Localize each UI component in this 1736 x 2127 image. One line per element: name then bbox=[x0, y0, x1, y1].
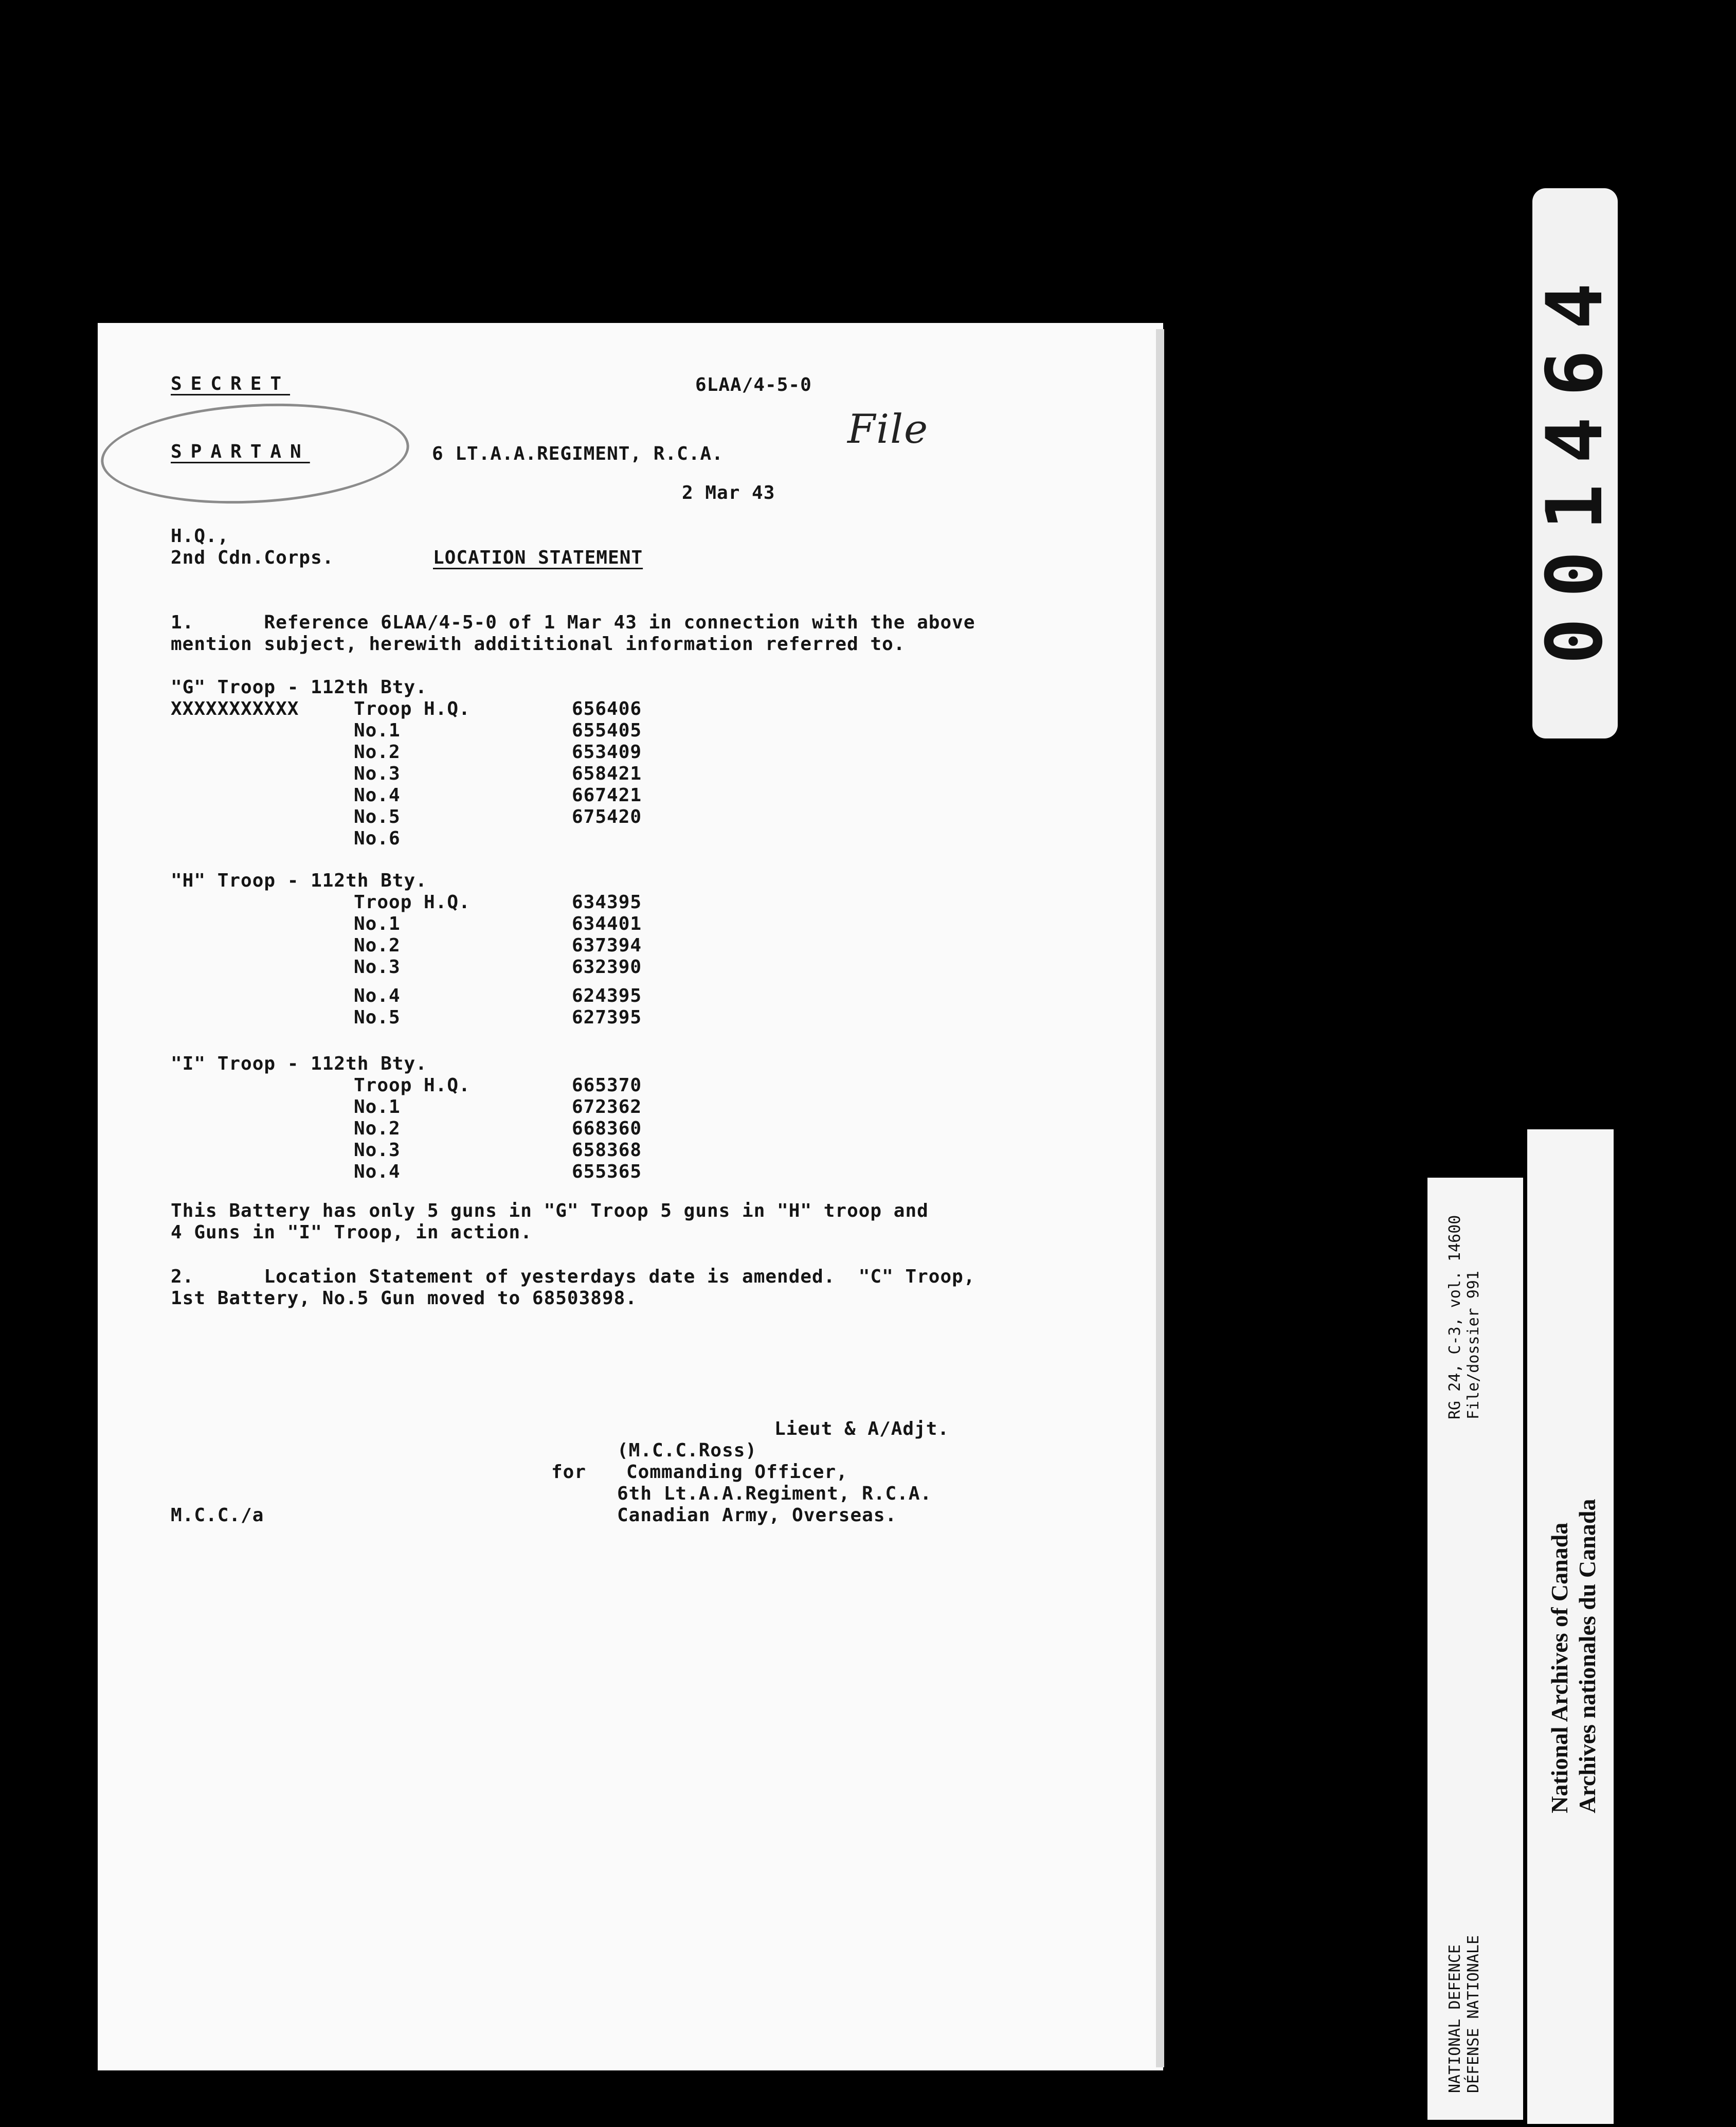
signature-title-2: 6th Lt.A.A.Regiment, R.C.A. bbox=[617, 1483, 932, 1504]
summary-line-2: 4 Guns in "I" Troop, in action. bbox=[171, 1222, 532, 1243]
addressee-line-2: 2nd Cdn.Corps. bbox=[171, 547, 334, 568]
dept-line-1: NATIONAL DEFENCE bbox=[1446, 1944, 1464, 2093]
document-date: 2 Mar 43 bbox=[682, 482, 775, 503]
grid-ref: 627395 bbox=[572, 1007, 642, 1028]
i-troop-hq-label: Troop H.Q. bbox=[354, 1075, 471, 1096]
grid-ref: 667421 bbox=[572, 785, 642, 806]
gun-label: No.5 bbox=[354, 806, 401, 827]
gun-label: No.4 bbox=[354, 1161, 401, 1182]
file-reference: 6LAA/4-5-0 bbox=[695, 374, 812, 395]
signature-title-3: Canadian Army, Overseas. bbox=[617, 1505, 897, 1526]
summary-line-1: This Battery has only 5 guns in "G" Troop 5 guns in "H" troop and bbox=[171, 1200, 929, 1221]
signature-title-1: Commanding Officer, bbox=[626, 1462, 848, 1483]
gun-label: No.3 bbox=[354, 957, 401, 978]
rg-line-2: File/dossier 991 bbox=[1464, 1271, 1482, 1419]
gun-label: No.4 bbox=[354, 785, 401, 806]
gun-label: No.3 bbox=[354, 1140, 401, 1161]
grid-ref: 655405 bbox=[572, 720, 642, 741]
classification: SECRET bbox=[171, 373, 291, 394]
archives-name-fr: Archives nationales du Canada bbox=[1574, 1499, 1600, 1813]
para2-line-2: 1st Battery, No.5 Gun moved to 68503898. bbox=[171, 1288, 637, 1309]
addressee-line-1: H.Q., bbox=[171, 526, 229, 547]
g-troop-hq-label: Troop H.Q. bbox=[354, 698, 471, 719]
grid-ref: 658368 bbox=[572, 1140, 642, 1161]
para2-line-1: 2. Location Statement of yesterdays date is amended. "C" Troop, bbox=[171, 1266, 975, 1287]
grid-ref: 653409 bbox=[572, 742, 642, 763]
signature-name: (M.C.C.Ross) bbox=[617, 1440, 757, 1461]
para1-line-2: mention subject, herewith addititional information referred to. bbox=[171, 634, 906, 655]
unit-name: 6 LT.A.A.REGIMENT, R.C.A. bbox=[432, 443, 724, 464]
archive-number-stamp bbox=[1532, 188, 1618, 738]
grid-ref: 632390 bbox=[572, 957, 642, 978]
grid-ref: 634401 bbox=[572, 913, 642, 934]
rg-line-1: RG 24, C-3, vol. 14600 bbox=[1446, 1215, 1464, 1419]
grid-ref: 637394 bbox=[572, 935, 642, 956]
national-archives-label bbox=[1527, 1129, 1614, 2124]
exercise-name: SPARTAN bbox=[171, 441, 310, 462]
para1-line-1: 1. Reference 6LAA/4-5-0 of 1 Mar 43 in connection with the above bbox=[171, 612, 975, 633]
gun-label: No.5 bbox=[354, 1007, 401, 1028]
h-troop-hq-ref: 634395 bbox=[572, 892, 642, 913]
gun-label: No.1 bbox=[354, 913, 401, 934]
gun-label: No.2 bbox=[354, 935, 401, 956]
gun-label: No.1 bbox=[354, 1096, 401, 1117]
handwritten-note: File bbox=[847, 406, 929, 453]
archive-number: 001464 bbox=[1530, 262, 1620, 664]
i-troop-header: "I" Troop - 112th Bty. bbox=[171, 1053, 427, 1074]
gun-label: No.2 bbox=[354, 1118, 401, 1139]
g-troop-hq-ref: 656406 bbox=[572, 698, 642, 719]
document-page bbox=[98, 323, 1163, 2070]
grid-ref: 675420 bbox=[572, 806, 642, 827]
archive-reference-label bbox=[1427, 1178, 1523, 2120]
i-troop-hq-ref: 665370 bbox=[572, 1075, 642, 1096]
archives-name-en: National Archives of Canada bbox=[1546, 1522, 1572, 1813]
gun-label: No.4 bbox=[354, 985, 401, 1006]
struck-text: XXXXXXXXXXX bbox=[171, 698, 299, 719]
h-troop-hq-label: Troop H.Q. bbox=[354, 892, 471, 913]
h-troop-header: "H" Troop - 112th Bty. bbox=[171, 870, 427, 891]
grid-ref: 624395 bbox=[572, 985, 642, 1006]
subject-heading: LOCATION STATEMENT bbox=[433, 547, 643, 568]
gun-label: No.2 bbox=[354, 742, 401, 763]
g-troop-header: "G" Troop - 112th Bty. bbox=[171, 677, 427, 698]
gun-label: No.3 bbox=[354, 763, 401, 784]
dept-line-2: DÉFENSE NATIONALE bbox=[1464, 1935, 1482, 2093]
gun-label: No.6 bbox=[354, 828, 401, 849]
signature-for: for bbox=[551, 1462, 587, 1483]
signature-rank: Lieut & A/Adjt. bbox=[774, 1418, 950, 1439]
grid-ref: 672362 bbox=[572, 1096, 642, 1117]
grid-ref: 668360 bbox=[572, 1118, 642, 1139]
typist-initials: M.C.C./a bbox=[171, 1505, 264, 1526]
grid-ref: 655365 bbox=[572, 1161, 642, 1182]
grid-ref: 658421 bbox=[572, 763, 642, 784]
page-edge-shadow bbox=[1156, 329, 1164, 2067]
gun-label: No.1 bbox=[354, 720, 401, 741]
